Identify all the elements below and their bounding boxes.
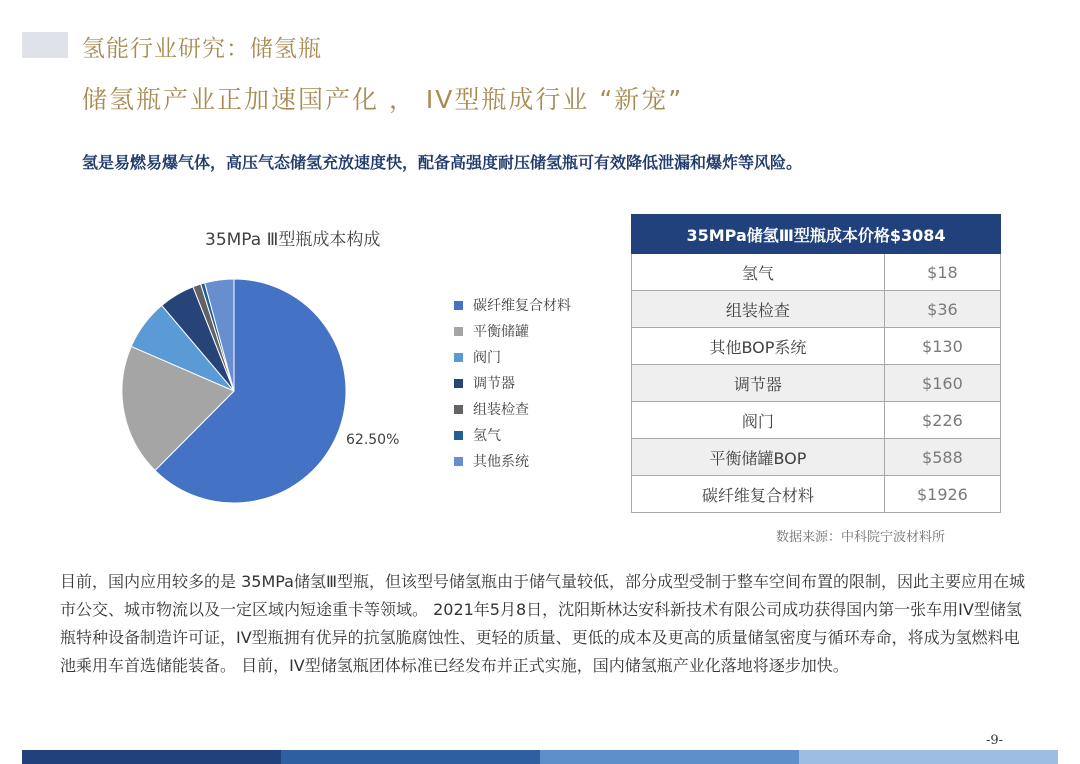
page-subtitle: 储氢瓶产业正加速国产化 ， IV型瓶成行业 “新宠”	[82, 85, 684, 114]
pie-slice	[205, 279, 234, 391]
legend-item	[454, 344, 571, 370]
legend-swatch	[454, 457, 463, 466]
table-cell-item: 其他BOP系统	[632, 328, 885, 365]
pie-slice	[201, 283, 234, 391]
legend-label: 平衡储罐	[473, 324, 529, 340]
legend-label: 碳纤维复合材料	[473, 298, 571, 314]
legend-swatch	[454, 405, 463, 414]
table-row	[632, 291, 1001, 328]
legend-item	[454, 370, 571, 396]
legend-item	[454, 292, 571, 318]
table-cell-price: $18	[884, 254, 1000, 291]
pie-data-label: 62.50%	[346, 432, 400, 448]
table-header: 35MPa储氢Ⅲ型瓶成本价格$3084	[632, 215, 1001, 254]
table-cell-item: 调节器	[632, 365, 885, 402]
bottom-bar-segment	[22, 750, 281, 764]
table-cell-item: 氢气	[632, 254, 885, 291]
table-row	[632, 439, 1001, 476]
table-cell-price: $160	[884, 365, 1000, 402]
table-cell-price: $1926	[884, 476, 1000, 513]
lead-statement: 氢是易燃易爆气体，高压气态储氢充放速度快，配备高强度耐压储氢瓶可有效降低泄漏和爆炸等风险。	[82, 153, 803, 172]
pie-slice	[122, 346, 234, 470]
legend-item	[454, 318, 571, 344]
cost-table	[631, 214, 1001, 513]
pie-slice	[162, 287, 234, 391]
pie-slice	[131, 305, 234, 391]
legend-label: 阀门	[473, 350, 501, 366]
legend-swatch	[454, 327, 463, 336]
table-header-row	[632, 215, 1001, 254]
table-row	[632, 365, 1001, 402]
body-paragraph: 目前，国内应用较多的是 35MPa储氢Ⅲ型瓶，但该型号储氢瓶由于储气量较低，部分成型受制于整车空间布置的限制，因此主要应用在城市公交、城市物流以及一定区域内短途重卡等领域。 2021年5月8日，沈阳斯林达安科新技术有限公司成功获得国内第一张车用IV型储氢瓶特种设备制造许可证，IV型瓶拥有优异的抗氢脆腐蚀性、更轻的质量、更低的成本及更高的质量储氢密度与循环寿命，将成为氢燃料电池乘用车首选储能装备。 目前，IV型储氢瓶团体标准已经发布并正式实施，国内储氢瓶产业化落地将逐步加快。	[60, 572, 1026, 675]
table-cell-item: 组装检查	[632, 291, 885, 328]
pie-legend	[454, 292, 571, 474]
table-row	[632, 254, 1001, 291]
page-number: -9-	[986, 733, 1004, 748]
pie-slice	[155, 279, 346, 503]
table-cell-price: $226	[884, 402, 1000, 439]
table-row	[632, 328, 1001, 365]
pie-chart-title: 35MPa Ⅲ型瓶成本构成	[205, 230, 381, 250]
header-accent-block	[22, 32, 68, 58]
legend-swatch	[454, 431, 463, 440]
data-source-note: 数据来源：中科院宁波材料所	[776, 530, 946, 545]
bottom-color-bar	[22, 750, 1058, 764]
table-cell-price: $36	[884, 291, 1000, 328]
legend-label: 氢气	[473, 428, 501, 444]
table-cell-item: 阀门	[632, 402, 885, 439]
table-cell-price: $588	[884, 439, 1000, 476]
table-cell-item: 碳纤维复合材料	[632, 476, 885, 513]
legend-item	[454, 396, 571, 422]
legend-label: 组装检查	[473, 402, 529, 418]
legend-swatch	[454, 301, 463, 310]
table-cell-price: $130	[884, 328, 1000, 365]
pie-slice	[193, 284, 234, 391]
table-row	[632, 476, 1001, 513]
bottom-bar-segment	[281, 750, 540, 764]
legend-swatch	[454, 379, 463, 388]
page-title: 氢能行业研究：储氢瓶	[82, 36, 322, 62]
legend-item	[454, 422, 571, 448]
legend-label: 其他系统	[473, 454, 529, 470]
table-cell-item: 平衡储罐BOP	[632, 439, 885, 476]
legend-item	[454, 448, 571, 474]
bottom-bar-segment	[540, 750, 799, 764]
bottom-bar-segment	[799, 750, 1058, 764]
table-row	[632, 402, 1001, 439]
legend-label: 调节器	[473, 376, 515, 392]
legend-swatch	[454, 353, 463, 362]
